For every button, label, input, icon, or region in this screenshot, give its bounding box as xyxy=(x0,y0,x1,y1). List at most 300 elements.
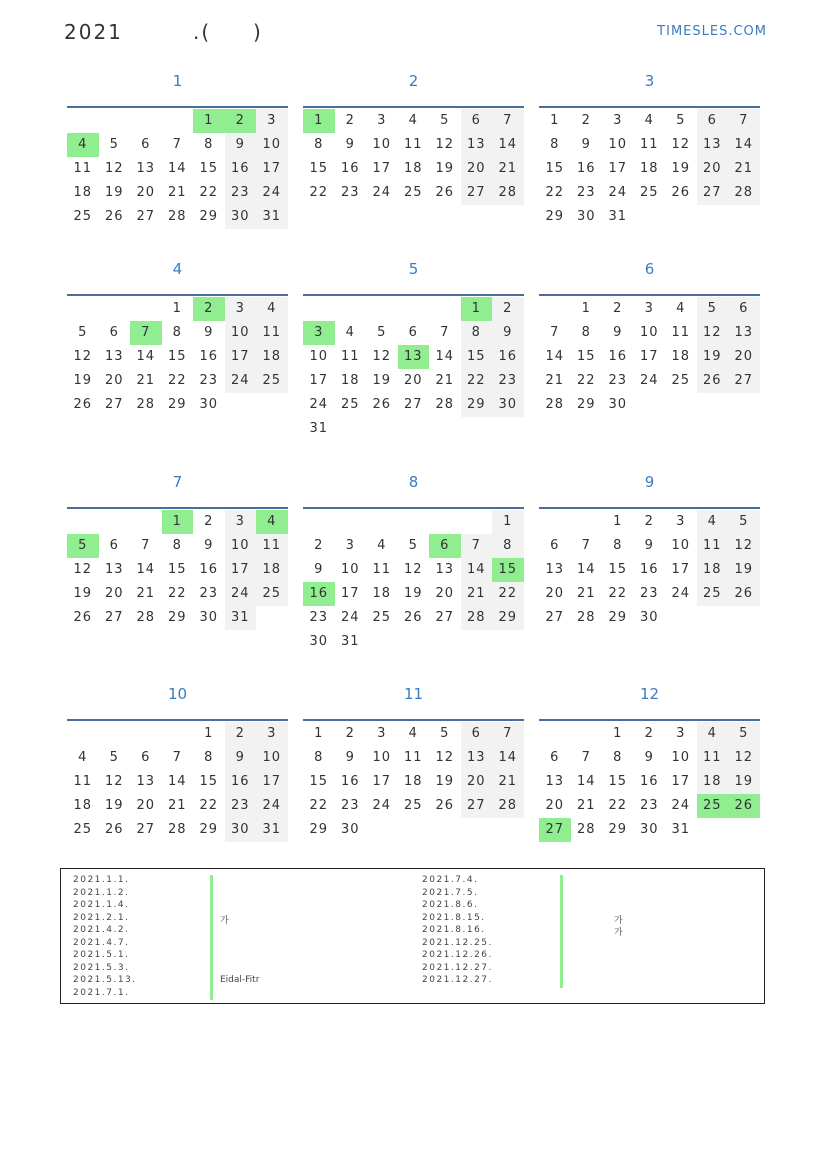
day-cell: 29 xyxy=(167,397,187,412)
day-cell: 25 xyxy=(697,582,729,606)
day-cell: 14 xyxy=(545,349,565,364)
day-cell: 22 xyxy=(199,185,219,200)
day-cell: 15 xyxy=(167,562,187,577)
day-cell: 25 xyxy=(256,582,288,606)
day-cell: 24 xyxy=(372,798,392,813)
day-cell: 26 xyxy=(73,397,93,412)
day-cell: 3 xyxy=(256,722,288,746)
day-cell: 1 xyxy=(613,514,623,529)
day-cell: 28 xyxy=(576,610,596,625)
day-cell: 21 xyxy=(545,373,565,388)
day-cell: 30 xyxy=(576,209,596,224)
day-cell: 24 xyxy=(225,369,257,393)
day-cell: 25 xyxy=(256,369,288,393)
day-cell: 13 xyxy=(697,133,729,157)
day-cell: 27 xyxy=(461,181,493,205)
day-cell: 15 xyxy=(167,349,187,364)
site-logo[interactable]: TIMESLES.COM xyxy=(657,24,767,39)
day-cell: 4 xyxy=(345,325,355,340)
holiday-date: 2021.4.2. xyxy=(73,925,130,935)
day-cell: 26 xyxy=(372,397,392,412)
empty-cell xyxy=(571,722,603,746)
day-cell: 29 xyxy=(545,209,565,224)
day-cell: 21 xyxy=(492,157,524,181)
day-cell: 27 xyxy=(539,818,571,842)
holiday-date: 2021.12.27. xyxy=(422,975,493,985)
month-3 xyxy=(539,72,760,229)
day-cell: 8 xyxy=(204,137,214,152)
day-cell: 16 xyxy=(340,161,360,176)
day-cell: 24 xyxy=(309,397,329,412)
month-divider xyxy=(67,719,288,721)
day-cell: 6 xyxy=(697,109,729,133)
month-title: 12 xyxy=(639,685,660,703)
day-cell: 2 xyxy=(204,514,214,529)
day-cell: 6 xyxy=(109,325,119,340)
day-cell: 29 xyxy=(199,209,219,224)
day-cell: 13 xyxy=(104,562,124,577)
day-cell: 6 xyxy=(408,325,418,340)
day-cell: 17 xyxy=(309,373,329,388)
day-cell: 5 xyxy=(728,510,760,534)
day-cell: 2 xyxy=(492,297,524,321)
day-grid xyxy=(539,510,760,630)
day-cell: 18 xyxy=(671,349,691,364)
day-cell: 5 xyxy=(728,722,760,746)
day-cell: 18 xyxy=(639,161,659,176)
holiday-marker xyxy=(210,988,213,1001)
day-cell: 7 xyxy=(141,538,151,553)
month-divider xyxy=(539,719,760,721)
day-cell: 1 xyxy=(303,109,335,133)
day-cell: 27 xyxy=(136,209,156,224)
holiday-date: 2021.1.4. xyxy=(73,900,130,910)
day-cell: 3 xyxy=(225,510,257,534)
day-cell: 2 xyxy=(644,726,654,741)
holiday-marker xyxy=(210,950,213,963)
holiday-marker xyxy=(210,963,213,976)
day-cell: 19 xyxy=(73,373,93,388)
day-cell: 17 xyxy=(608,161,628,176)
day-grid xyxy=(67,722,288,842)
day-cell: 19 xyxy=(403,586,423,601)
empty-cell xyxy=(130,109,162,133)
day-grid xyxy=(303,510,524,654)
day-cell: 17 xyxy=(340,586,360,601)
day-cell: 8 xyxy=(172,538,182,553)
day-cell: 27 xyxy=(403,397,423,412)
day-cell: 21 xyxy=(576,586,596,601)
day-cell: 30 xyxy=(340,822,360,837)
day-cell: 17 xyxy=(372,774,392,789)
day-cell: 28 xyxy=(136,610,156,625)
holiday-marker xyxy=(560,925,563,938)
day-cell: 11 xyxy=(671,325,691,340)
day-cell: 10 xyxy=(256,746,288,770)
day-cell: 8 xyxy=(550,137,560,152)
holiday-date: 2021.1.1. xyxy=(73,875,130,885)
day-cell: 9 xyxy=(225,133,257,157)
day-cell: 4 xyxy=(67,133,99,157)
day-cell: 27 xyxy=(697,181,729,205)
month-title: 6 xyxy=(644,260,655,278)
day-cell: 31 xyxy=(225,606,257,630)
month-4 xyxy=(67,260,288,417)
day-cell: 11 xyxy=(73,161,93,176)
holiday-date: 2021.12.27. xyxy=(422,962,493,973)
day-cell: 19 xyxy=(104,185,124,200)
empty-cell xyxy=(67,297,99,321)
holiday-marker xyxy=(560,950,563,963)
day-cell: 26 xyxy=(403,610,423,625)
day-cell: 18 xyxy=(403,774,423,789)
day-cell: 5 xyxy=(408,538,418,553)
day-cell: 12 xyxy=(104,161,124,176)
day-cell: 27 xyxy=(435,610,455,625)
day-cell: 22 xyxy=(167,586,187,601)
day-cell: 24 xyxy=(225,582,257,606)
day-cell: 9 xyxy=(644,750,654,765)
month-title: 1 xyxy=(172,72,183,90)
day-cell: 30 xyxy=(492,393,524,417)
holiday-marker xyxy=(210,975,213,988)
day-cell: 26 xyxy=(104,209,124,224)
empty-cell xyxy=(539,722,571,746)
day-cell: 14 xyxy=(435,349,455,364)
day-cell: 8 xyxy=(581,325,591,340)
day-cell: 31 xyxy=(671,822,691,837)
day-cell: 20 xyxy=(728,345,760,369)
day-cell: 11 xyxy=(73,774,93,789)
holiday-name: 가 xyxy=(614,928,623,938)
day-cell: 9 xyxy=(345,137,355,152)
day-cell: 24 xyxy=(671,798,691,813)
day-cell: 13 xyxy=(104,349,124,364)
day-cell: 3 xyxy=(256,109,288,133)
day-grid xyxy=(539,722,760,842)
day-cell: 1 xyxy=(613,726,623,741)
day-cell: 23 xyxy=(309,610,329,625)
day-cell: 16 xyxy=(225,157,257,181)
month-title: 7 xyxy=(172,473,183,491)
holiday-marker xyxy=(560,888,563,901)
day-cell: 26 xyxy=(728,582,760,606)
day-cell: 26 xyxy=(728,794,760,818)
day-cell: 31 xyxy=(340,634,360,649)
day-cell: 12 xyxy=(372,349,392,364)
day-cell: 10 xyxy=(225,321,257,345)
day-cell: 25 xyxy=(697,794,729,818)
holiday-marker xyxy=(560,963,563,976)
day-cell: 5 xyxy=(377,325,387,340)
day-cell: 29 xyxy=(608,822,628,837)
day-cell: 9 xyxy=(581,137,591,152)
month-divider xyxy=(67,106,288,108)
day-cell: 6 xyxy=(429,534,461,558)
empty-cell xyxy=(67,109,99,133)
day-cell: 3 xyxy=(345,538,355,553)
day-cell: 23 xyxy=(639,798,659,813)
day-cell: 10 xyxy=(671,750,691,765)
day-cell: 12 xyxy=(73,349,93,364)
day-cell: 15 xyxy=(199,774,219,789)
day-cell: 13 xyxy=(136,161,156,176)
empty-cell xyxy=(130,510,162,534)
day-cell: 12 xyxy=(73,562,93,577)
day-cell: 9 xyxy=(225,746,257,770)
day-cell: 26 xyxy=(104,822,124,837)
day-cell: 21 xyxy=(167,185,187,200)
day-cell: 10 xyxy=(309,349,329,364)
day-cell: 5 xyxy=(697,297,729,321)
day-cell: 1 xyxy=(550,113,560,128)
day-cell: 11 xyxy=(340,349,360,364)
day-cell: 31 xyxy=(256,205,288,229)
holiday-date: 2021.8.16. xyxy=(422,925,486,935)
holiday-marker xyxy=(560,938,563,951)
month-divider xyxy=(67,507,288,509)
day-cell: 22 xyxy=(309,185,329,200)
day-cell: 6 xyxy=(550,538,560,553)
day-cell: 11 xyxy=(256,534,288,558)
holiday-date: 2021.5.1. xyxy=(73,950,130,960)
holiday-date: 2021.1.2. xyxy=(73,887,130,898)
holiday-marker xyxy=(210,925,213,938)
day-cell: 12 xyxy=(728,534,760,558)
day-cell: 12 xyxy=(435,750,455,765)
day-cell: 15 xyxy=(199,161,219,176)
day-cell: 27 xyxy=(104,397,124,412)
month-divider xyxy=(539,106,760,108)
day-cell: 29 xyxy=(608,610,628,625)
day-cell: 25 xyxy=(340,397,360,412)
day-cell: 11 xyxy=(697,534,729,558)
day-grid xyxy=(303,109,524,205)
day-grid xyxy=(67,510,288,630)
day-cell: 6 xyxy=(141,750,151,765)
holiday-marker xyxy=(560,900,563,913)
day-cell: 29 xyxy=(461,393,493,417)
day-cell: 8 xyxy=(613,750,623,765)
day-cell: 10 xyxy=(372,750,392,765)
day-grid xyxy=(303,722,524,842)
day-cell: 22 xyxy=(545,185,565,200)
day-cell: 9 xyxy=(204,325,214,340)
day-cell: 28 xyxy=(576,822,596,837)
day-cell: 6 xyxy=(461,722,493,746)
month-title: 9 xyxy=(644,473,655,491)
day-cell: 3 xyxy=(676,514,686,529)
month-title: 5 xyxy=(408,260,419,278)
day-cell: 23 xyxy=(340,798,360,813)
day-cell: 18 xyxy=(256,345,288,369)
day-cell: 1 xyxy=(461,297,493,321)
day-cell: 13 xyxy=(545,774,565,789)
month-divider xyxy=(303,294,524,296)
day-cell: 24 xyxy=(608,185,628,200)
day-cell: 19 xyxy=(728,770,760,794)
day-cell: 15 xyxy=(545,161,565,176)
day-cell: 2 xyxy=(644,514,654,529)
day-cell: 22 xyxy=(199,798,219,813)
day-cell: 31 xyxy=(608,209,628,224)
day-cell: 12 xyxy=(671,137,691,152)
month-divider xyxy=(539,507,760,509)
empty-cell xyxy=(130,722,162,746)
day-cell: 24 xyxy=(372,185,392,200)
day-grid xyxy=(67,297,288,417)
day-cell: 2 xyxy=(345,726,355,741)
day-cell: 14 xyxy=(492,746,524,770)
day-cell: 29 xyxy=(576,397,596,412)
day-cell: 5 xyxy=(109,137,119,152)
day-cell: 7 xyxy=(172,750,182,765)
day-cell: 23 xyxy=(608,373,628,388)
day-cell: 7 xyxy=(461,534,493,558)
day-cell: 6 xyxy=(461,109,493,133)
day-cell: 12 xyxy=(697,321,729,345)
empty-cell xyxy=(67,722,99,746)
day-cell: 30 xyxy=(225,818,257,842)
empty-cell xyxy=(398,510,430,534)
month-title: 10 xyxy=(167,685,188,703)
day-cell: 21 xyxy=(167,798,187,813)
day-cell: 8 xyxy=(314,137,324,152)
day-cell: 4 xyxy=(256,510,288,534)
day-cell: 4 xyxy=(697,722,729,746)
day-cell: 14 xyxy=(492,133,524,157)
day-cell: 16 xyxy=(492,345,524,369)
day-cell: 1 xyxy=(193,109,225,133)
day-cell: 15 xyxy=(309,774,329,789)
day-cell: 12 xyxy=(403,562,423,577)
empty-cell xyxy=(335,510,367,534)
day-cell: 8 xyxy=(492,534,524,558)
holiday-date: 2021.8.6. xyxy=(422,900,479,910)
month-12 xyxy=(539,685,760,842)
holiday-date: 2021.7.4. xyxy=(422,875,479,885)
empty-cell xyxy=(99,109,131,133)
empty-cell xyxy=(67,510,99,534)
day-cell: 30 xyxy=(639,822,659,837)
day-cell: 26 xyxy=(671,185,691,200)
day-cell: 21 xyxy=(576,798,596,813)
day-cell: 2 xyxy=(225,722,257,746)
day-cell: 25 xyxy=(403,798,423,813)
day-cell: 13 xyxy=(545,562,565,577)
day-cell: 17 xyxy=(225,558,257,582)
day-cell: 12 xyxy=(435,137,455,152)
day-cell: 16 xyxy=(303,582,335,606)
day-cell: 31 xyxy=(256,818,288,842)
day-cell: 19 xyxy=(671,161,691,176)
empty-cell xyxy=(162,722,194,746)
day-cell: 29 xyxy=(492,606,524,630)
day-cell: 23 xyxy=(225,181,257,205)
empty-cell xyxy=(571,510,603,534)
day-cell: 27 xyxy=(545,610,565,625)
day-cell: 4 xyxy=(78,750,88,765)
empty-cell xyxy=(99,297,131,321)
day-cell: 24 xyxy=(340,610,360,625)
empty-cell xyxy=(99,722,131,746)
day-cell: 30 xyxy=(608,397,628,412)
year-label: 2021 xyxy=(64,20,123,44)
day-cell: 3 xyxy=(377,113,387,128)
day-cell: 4 xyxy=(697,510,729,534)
empty-cell xyxy=(539,297,571,321)
day-cell: 7 xyxy=(172,137,182,152)
empty-cell xyxy=(429,510,461,534)
day-cell: 20 xyxy=(697,157,729,181)
day-cell: 21 xyxy=(136,373,156,388)
day-cell: 22 xyxy=(461,369,493,393)
day-cell: 28 xyxy=(492,181,524,205)
day-cell: 30 xyxy=(225,205,257,229)
day-cell: 2 xyxy=(345,113,355,128)
day-cell: 19 xyxy=(697,345,729,369)
day-cell: 20 xyxy=(136,185,156,200)
day-cell: 15 xyxy=(461,345,493,369)
day-cell: 10 xyxy=(340,562,360,577)
day-cell: 21 xyxy=(136,586,156,601)
day-cell: 1 xyxy=(581,301,591,316)
day-cell: 17 xyxy=(671,774,691,789)
day-cell: 19 xyxy=(728,558,760,582)
day-cell: 22 xyxy=(576,373,596,388)
day-cell: 18 xyxy=(372,586,392,601)
day-cell: 20 xyxy=(136,798,156,813)
holiday-date: 2021.5.3. xyxy=(73,962,130,973)
day-cell: 5 xyxy=(67,534,99,558)
day-cell: 25 xyxy=(639,185,659,200)
holiday-marker xyxy=(560,913,563,926)
holiday-name: 가 xyxy=(614,915,623,926)
day-cell: 27 xyxy=(461,794,493,818)
day-cell: 28 xyxy=(492,794,524,818)
day-cell: 8 xyxy=(314,750,324,765)
month-title: 4 xyxy=(172,260,183,278)
holiday-marker xyxy=(210,938,213,951)
day-cell: 6 xyxy=(109,538,119,553)
day-cell: 15 xyxy=(576,349,596,364)
day-cell: 22 xyxy=(608,586,628,601)
day-cell: 24 xyxy=(256,794,288,818)
day-cell: 17 xyxy=(372,161,392,176)
day-cell: 24 xyxy=(671,586,691,601)
day-cell: 3 xyxy=(644,301,654,316)
day-cell: 24 xyxy=(639,373,659,388)
day-cell: 14 xyxy=(136,349,156,364)
day-cell: 9 xyxy=(644,538,654,553)
month-title: 3 xyxy=(644,72,655,90)
day-cell: 25 xyxy=(403,185,423,200)
day-cell: 21 xyxy=(728,157,760,181)
day-cell: 3 xyxy=(225,297,257,321)
month-8 xyxy=(303,473,524,654)
day-grid xyxy=(67,109,288,229)
day-cell: 2 xyxy=(225,109,257,133)
empty-cell xyxy=(335,297,367,321)
day-cell: 16 xyxy=(225,770,257,794)
day-cell: 15 xyxy=(492,558,524,582)
day-cell: 5 xyxy=(109,750,119,765)
month-9 xyxy=(539,473,760,630)
month-11 xyxy=(303,685,524,842)
day-grid xyxy=(303,297,524,441)
day-cell: 15 xyxy=(608,774,628,789)
day-cell: 18 xyxy=(73,798,93,813)
